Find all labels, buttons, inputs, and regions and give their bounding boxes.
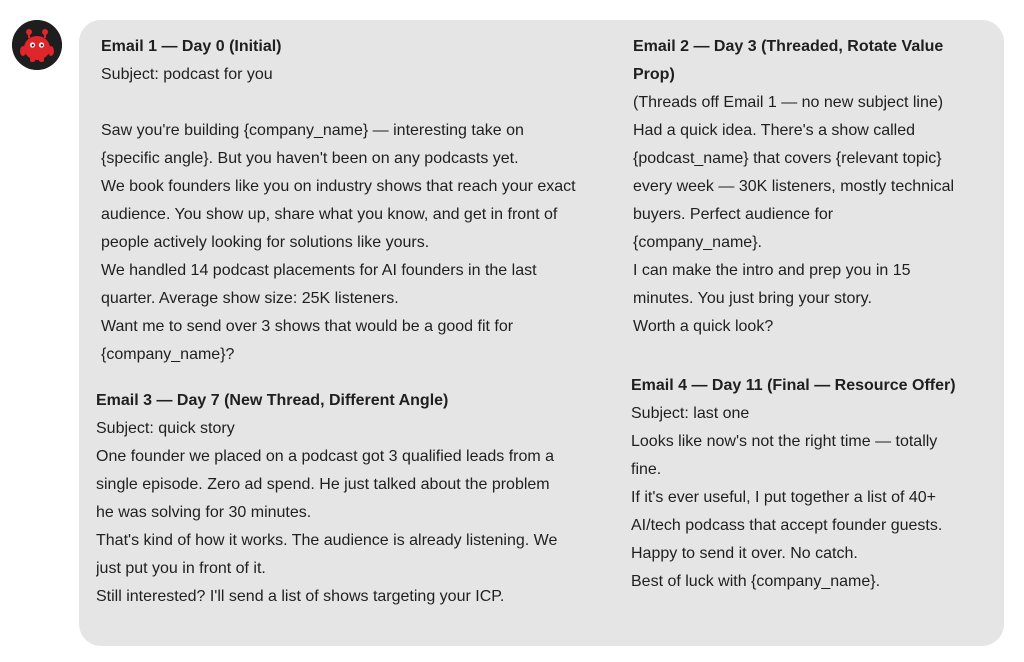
email-1-line: people actively looking for solutions like yours. — [101, 234, 430, 251]
email-3-line: Subject: quick story — [96, 420, 235, 437]
email-2-heading: Email 2 — Day 3 (Threaded, Rotate Value — [633, 38, 944, 55]
email-2-line: buyers. Perfect audience for — [633, 206, 834, 223]
email-4-line: If it's ever useful, I put together a list of 40+ — [631, 489, 936, 506]
email-3-line: just put you in front of it. — [96, 560, 266, 577]
email-4-line: Best of luck with {company_name}. — [631, 573, 881, 590]
email-4-line: Looks like now's not the right time — totally — [631, 433, 938, 450]
email-4-line: fine. — [631, 461, 662, 478]
email-3-line: One founder we placed on a podcast got 3 qualified leads from a — [96, 448, 555, 465]
email-2-line: every week — 30K listeners, mostly technical — [633, 178, 955, 195]
email-2-line: {company_name}. — [633, 234, 762, 251]
email-4-heading: Email 4 — Day 11 (Final — Resource Offer) — [631, 377, 956, 394]
email-1-line: We book founders like you on industry shows that reach your exact — [101, 178, 576, 195]
assistant-avatar — [12, 20, 62, 70]
email-4-line: Happy to send it over. No catch. — [631, 545, 858, 562]
email-4-block — [631, 372, 991, 596]
email-1-line: {company_name}? — [101, 346, 235, 363]
email-1-line: We handled 14 podcast placements for AI founders in the last — [101, 262, 537, 279]
email-1-line: quarter. Average show size: 25K listeners. — [101, 290, 399, 307]
email-2-line: {podcast_name} that covers {relevant topic} — [633, 150, 942, 167]
email-2-line: Worth a quick look? — [633, 318, 774, 335]
email-1-line: {specific angle}. But you haven't been on any podcasts yet. — [101, 150, 519, 167]
email-1-blank-line — [101, 89, 613, 117]
red-robot-icon — [12, 20, 62, 70]
email-3-line: Still interested? I'll send a list of shows targeting your ICP. — [96, 588, 505, 605]
email-3-heading: Email 3 — Day 7 (New Thread, Different Angle) — [96, 392, 449, 409]
email-1-block — [101, 33, 613, 369]
email-2-line: (Threads off Email 1 — no new subject line) — [633, 94, 944, 111]
email-2-line: I can make the intro and prep you in 15 — [633, 262, 911, 279]
email-3-line: That's kind of how it works. The audience is already listening. We — [96, 532, 558, 549]
email-1-heading: Email 1 — Day 0 (Initial) — [101, 38, 282, 55]
email-3-line: he was solving for 30 minutes. — [96, 504, 312, 521]
email-1-line: audience. You show up, share what you know, and get in front of — [101, 206, 558, 223]
email-4-line: AI/tech podcass that accept founder guests. — [631, 517, 943, 534]
email-2-heading: Prop) — [633, 66, 675, 83]
email-3-line: single episode. Zero ad spend. He just talked about the problem — [96, 476, 550, 493]
email-3-block — [96, 387, 616, 611]
email-1-line: Saw you're building {company_name} — interesting take on — [101, 122, 524, 139]
email-2-line: Had a quick idea. There's a show called — [633, 122, 916, 139]
email-1-line: Want me to send over 3 shows that would be a good fit for — [101, 318, 514, 335]
email-2-line: minutes. You just bring your story. — [633, 290, 872, 307]
email-1-line: Subject: podcast for you — [101, 66, 273, 83]
message-bubble — [79, 20, 1004, 646]
email-2-block — [633, 33, 993, 341]
email-4-line: Subject: last one — [631, 405, 750, 422]
